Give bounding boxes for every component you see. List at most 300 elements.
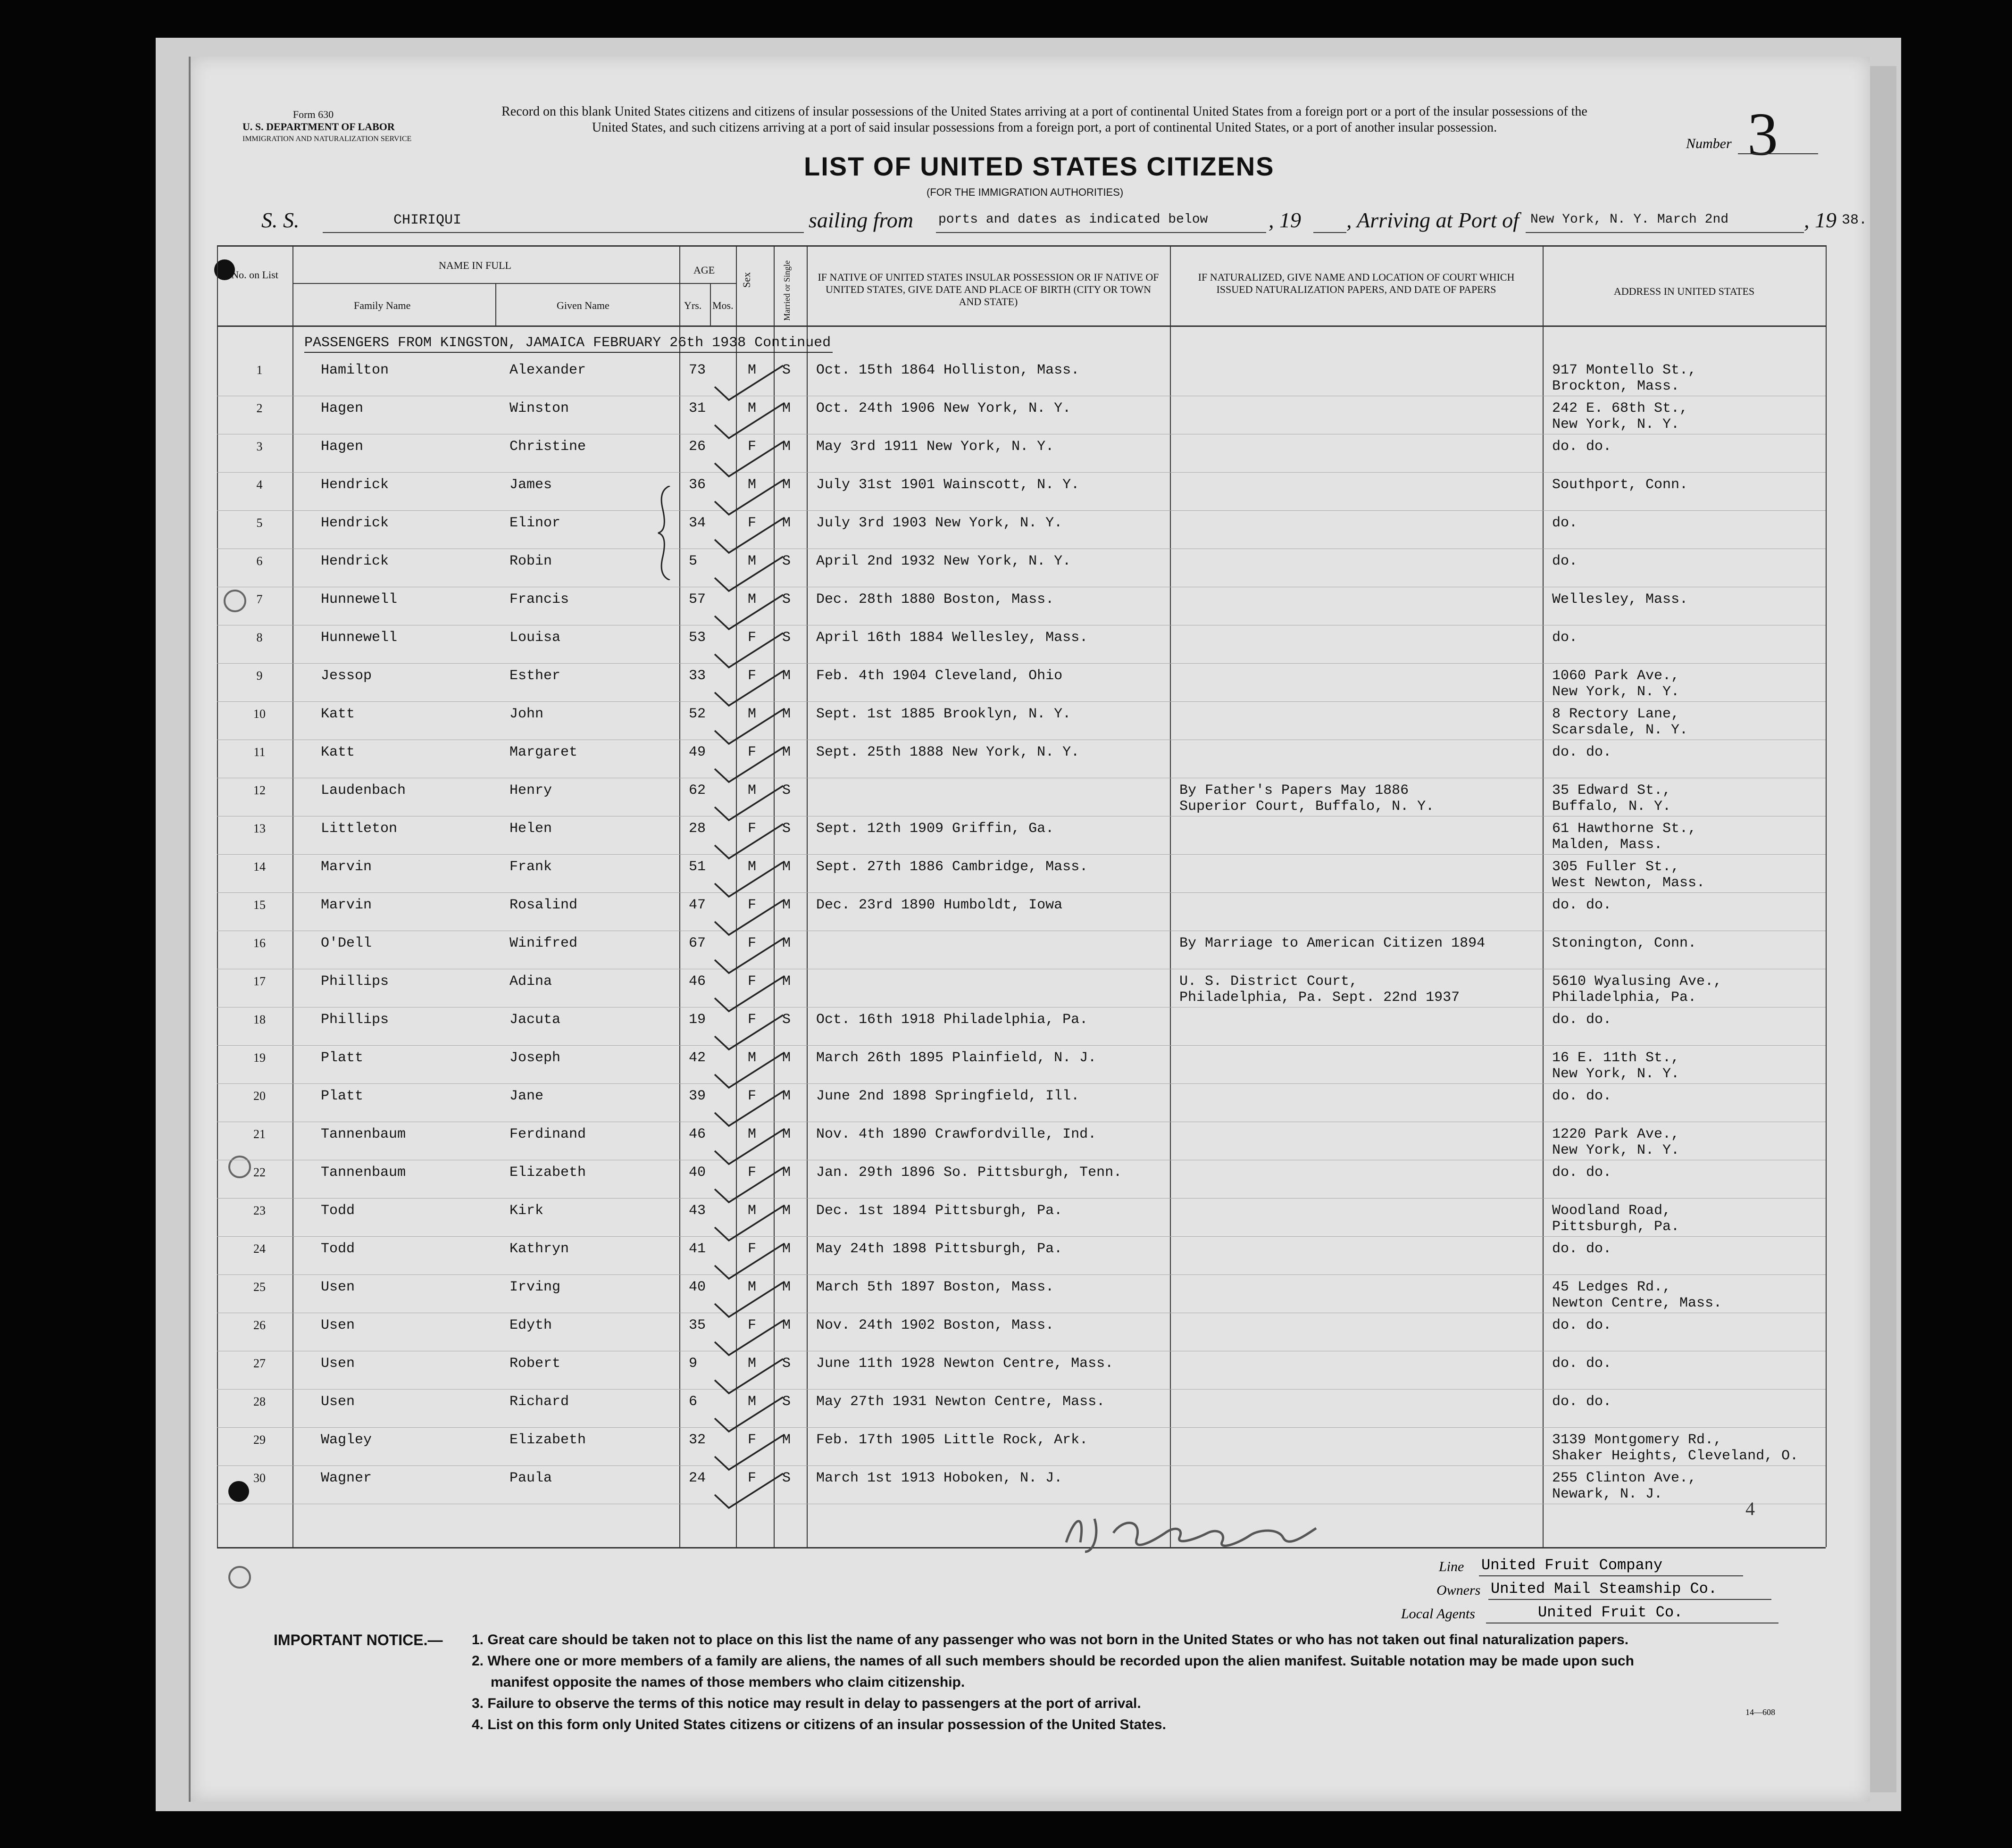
marital-status: M xyxy=(782,400,791,416)
family-name: Usen xyxy=(321,1394,355,1410)
row-number: 11 xyxy=(253,745,266,759)
birth-date-place: Oct. 16th 1918 Philadelphia, Pa. xyxy=(816,1012,1088,1028)
row-number: 6 xyxy=(256,554,263,568)
birth-date-place: Dec. 23rd 1890 Humboldt, Iowa xyxy=(816,897,1063,913)
family-name: Wagley xyxy=(321,1432,372,1448)
header-naturalized: IF NATURALIZED, GIVE NAME AND LOCATION OF COURT WHICH ISSUED NATURALIZATION PAPERS, AND DATE OF PAPERS xyxy=(1198,271,1515,295)
family-name: Tannenbaum xyxy=(321,1165,406,1181)
given-name: Rosalind xyxy=(509,897,578,913)
birth-date-place: June 11th 1928 Newton Centre, Mass. xyxy=(816,1356,1114,1372)
check-mark-icon xyxy=(712,745,788,788)
row-divider xyxy=(217,1083,1826,1084)
row-number: 8 xyxy=(256,631,263,644)
name-vdivider xyxy=(495,283,496,325)
sex: M xyxy=(748,591,757,608)
line-value: United Fruit Company xyxy=(1481,1557,1663,1574)
family-name: Hendrick xyxy=(321,515,389,531)
marital-status: M xyxy=(782,439,791,455)
given-name: James xyxy=(509,477,552,493)
family-name: Tannenbaum xyxy=(321,1126,406,1142)
form-code: 14—608 xyxy=(1745,1707,1775,1717)
row-number: 16 xyxy=(253,936,266,950)
address-line-2: New York, N. Y. xyxy=(1552,1066,1680,1082)
family-name: Usen xyxy=(321,1279,355,1295)
row-number: 7 xyxy=(256,592,263,606)
header-sex: Sex xyxy=(741,272,752,288)
row-number: 14 xyxy=(253,860,266,874)
check-mark-icon xyxy=(712,1051,788,1093)
birth-date-place: Nov. 24th 1902 Boston, Mass. xyxy=(816,1317,1054,1333)
address-line-2: New York, N. Y. xyxy=(1552,1142,1680,1158)
agents-label: Local Agents xyxy=(1401,1606,1475,1622)
birth-date-place: Dec. 1st 1894 Pittsburgh, Pa. xyxy=(816,1203,1063,1219)
notice-item-2-cont: manifest opposite the names of those members who claim citizenship. xyxy=(491,1674,965,1690)
table-bottom-border xyxy=(217,1547,1826,1548)
row-divider xyxy=(217,1427,1826,1428)
birth-date-place: Feb. 4th 1904 Cleveland, Ohio xyxy=(816,668,1063,684)
age-years: 19 xyxy=(689,1012,706,1028)
sex: F xyxy=(748,897,757,913)
address-line-1: 5610 Wyalusing Ave., xyxy=(1552,974,1722,990)
sailing-from-label: sailing from xyxy=(809,208,913,232)
section-heading-underline xyxy=(304,352,833,353)
birth-date-place: March 26th 1895 Plainfield, N. J. xyxy=(816,1050,1097,1066)
age-years: 34 xyxy=(689,515,706,531)
address-line-1: 8 Rectory Lane, xyxy=(1552,706,1680,722)
check-mark-icon xyxy=(712,974,788,1017)
sex: F xyxy=(748,1470,757,1486)
check-mark-icon xyxy=(712,1433,788,1475)
age-years: 46 xyxy=(689,974,706,990)
family-name: Usen xyxy=(321,1356,355,1372)
address-line-1: 61 Hawthorne St., xyxy=(1552,821,1697,837)
col-divider xyxy=(1826,245,1827,1547)
address-line-2: West Newton, Mass. xyxy=(1552,875,1705,891)
family-name: Laudenbach xyxy=(321,782,406,799)
marital-status: M xyxy=(782,935,791,951)
family-name: Hunnewell xyxy=(321,630,398,646)
marital-status: M xyxy=(782,1203,791,1219)
age-years: 33 xyxy=(689,668,706,684)
row-number: 25 xyxy=(253,1280,266,1294)
sex: M xyxy=(748,782,757,799)
port-underline xyxy=(1526,232,1804,233)
marital-status: S xyxy=(782,782,791,799)
year-underline-1 xyxy=(1313,232,1346,233)
birth-date-place: Nov. 4th 1890 Crawfordville, Ind. xyxy=(816,1126,1097,1142)
family-name: O'Dell xyxy=(321,935,372,951)
header-native-birth: IF NATIVE OF UNITED STATES INSULAR POSSESSION OR IF NATIVE OF UNITED STATES, GIVE DATE AND PLACE OF BIRTH (CITY OR TOWN AND STATE) xyxy=(818,271,1159,308)
birth-date-place: April 16th 1884 Wellesley, Mass. xyxy=(816,630,1088,646)
address-line-2: New York, N. Y. xyxy=(1552,684,1680,700)
birth-date-place: July 31st 1901 Wainscott, N. Y. xyxy=(816,477,1080,493)
page-subtitle: (FOR THE IMMIGRATION AUTHORITIES) xyxy=(927,186,1124,198)
birth-date-place: Dec. 28th 1880 Boston, Mass. xyxy=(816,591,1054,608)
sex: F xyxy=(748,1432,757,1448)
row-number: 22 xyxy=(253,1165,266,1179)
given-name: Irving xyxy=(509,1279,561,1295)
address-line-1: do. do. xyxy=(1552,439,1612,455)
family-name: Hamilton xyxy=(321,362,389,378)
marital-status: M xyxy=(782,1050,791,1066)
given-name: Winifred xyxy=(509,935,578,951)
family-name: Jessop xyxy=(321,668,372,684)
age-years: 62 xyxy=(689,782,706,799)
col-divider xyxy=(679,245,680,1547)
age-vdivider xyxy=(710,283,711,325)
port-of-arrival: New York, N. Y. March 2nd xyxy=(1530,212,1729,227)
year-label-2: , 19 xyxy=(1804,208,1837,232)
given-name: Ferdinand xyxy=(509,1126,586,1142)
check-mark-icon xyxy=(712,1089,788,1132)
given-name: Kathryn xyxy=(509,1241,569,1257)
row-number: 23 xyxy=(253,1204,266,1217)
row-number: 28 xyxy=(253,1395,266,1408)
sailing-underline xyxy=(936,232,1266,233)
birth-date-place: Oct. 15th 1864 Holliston, Mass. xyxy=(816,362,1080,378)
marital-status: M xyxy=(782,859,791,875)
row-number: 5 xyxy=(256,516,263,530)
sex: M xyxy=(748,1394,757,1410)
row-number: 15 xyxy=(253,898,266,912)
age-years: 26 xyxy=(689,439,706,455)
age-years: 42 xyxy=(689,1050,706,1066)
row-divider xyxy=(217,701,1826,702)
age-years: 43 xyxy=(689,1203,706,1219)
given-name: Winston xyxy=(509,400,569,416)
sex: F xyxy=(748,1317,757,1333)
col-divider xyxy=(1543,245,1544,1547)
row-divider xyxy=(217,1045,1826,1046)
address-line-1: 1220 Park Ave., xyxy=(1552,1126,1680,1142)
birth-date-place: June 2nd 1898 Springfield, Ill. xyxy=(816,1088,1080,1104)
section-heading: PASSENGERS FROM KINGSTON, JAMAICA FEBRUARY 26th 1938 Continued xyxy=(304,335,831,351)
check-mark-icon xyxy=(712,1204,788,1246)
row-divider xyxy=(217,1465,1826,1466)
notice-item-2: 2. Where one or more members of a family are aliens, the names of all such members should be recorded upon the alien manifest. Suitable notation may be made upon such xyxy=(472,1653,1634,1669)
marital-status: M xyxy=(782,1088,791,1104)
check-mark-icon xyxy=(712,1165,788,1208)
address-line-1: do. do. xyxy=(1552,1088,1612,1104)
check-mark-icon xyxy=(712,631,788,673)
marital-status: M xyxy=(782,668,791,684)
age-years: 47 xyxy=(689,897,706,913)
header-address: ADDRESS IN UNITED STATES xyxy=(1613,285,1755,297)
family-name: Platt xyxy=(321,1088,364,1104)
arriving-label: , Arriving at Port of xyxy=(1346,208,1519,232)
arrival-year: 38. xyxy=(1842,212,1868,228)
marital-status: M xyxy=(782,1126,791,1142)
address-line-2: Scarsdale, N. Y. xyxy=(1552,722,1688,738)
check-mark-icon xyxy=(712,1395,788,1437)
row-divider xyxy=(217,1236,1826,1237)
form-department-block xyxy=(242,108,412,145)
header-given-name: Given Name xyxy=(557,300,609,311)
marital-status: M xyxy=(782,515,791,531)
check-mark-icon xyxy=(712,554,788,597)
given-name: Christine xyxy=(509,439,586,455)
row-number: 27 xyxy=(253,1357,266,1370)
row-divider xyxy=(217,663,1826,664)
birth-date-place: March 5th 1897 Boston, Mass. xyxy=(816,1279,1054,1295)
check-mark-icon xyxy=(712,1471,788,1514)
naturalization-line-2: Philadelphia, Pa. Sept. 22nd 1937 xyxy=(1179,990,1460,1006)
birth-date-place: Feb. 17th 1905 Little Rock, Ark. xyxy=(816,1432,1088,1448)
sex: F xyxy=(748,515,757,531)
age-years: 9 xyxy=(689,1356,698,1372)
row-number: 13 xyxy=(253,822,266,835)
address-line-1: do. xyxy=(1552,630,1578,646)
check-mark-icon xyxy=(712,1242,788,1284)
address-line-2: Philadelphia, Pa. xyxy=(1552,990,1697,1006)
age-years: 36 xyxy=(689,477,706,493)
family-name: Hagen xyxy=(321,400,364,416)
page-mark: 4 xyxy=(1745,1498,1755,1519)
age-years: 51 xyxy=(689,859,706,875)
sex: F xyxy=(748,744,757,760)
sex: M xyxy=(748,362,757,378)
given-name: Esther xyxy=(509,668,561,684)
birth-date-place: Sept. 25th 1888 New York, N. Y. xyxy=(816,744,1080,760)
birth-date-place: Sept. 1st 1885 Brooklyn, N. Y. xyxy=(816,706,1071,722)
marital-status: M xyxy=(782,744,791,760)
department-name: U. S. DEPARTMENT OF LABOR xyxy=(242,121,395,133)
address-line-1: do. do. xyxy=(1552,1012,1612,1028)
address-line-1: 242 E. 68th St., xyxy=(1552,400,1688,416)
address-line-2: Pittsburgh, Pa. xyxy=(1552,1219,1680,1235)
header-bottom-border xyxy=(217,325,1826,327)
birth-date-place: Jan. 29th 1896 So. Pittsburgh, Tenn. xyxy=(816,1165,1122,1181)
sex: F xyxy=(748,668,757,684)
row-number: 2 xyxy=(256,401,263,415)
given-name: Robin xyxy=(509,553,552,569)
family-name: Phillips xyxy=(321,1012,389,1028)
naturalization-line-1: By Father's Papers May 1886 xyxy=(1179,782,1409,799)
marital-status: M xyxy=(782,477,791,493)
given-name: Adina xyxy=(509,974,552,990)
sex: F xyxy=(748,1165,757,1181)
marital-status: M xyxy=(782,1432,791,1448)
form-instructions: Record on this blank United States citizens and citizens of insular possessions of the United States arriving at a port of continental United States from a foreign port or a port of the insular possessions of the United States, and such citizens arriving at a port of said insular possessions from a foreign port, a port of continental United States, or a port of another insular possession. xyxy=(501,104,1587,135)
notice-item-3: 3. Failure to observe the terms of this notice may result in delay to passengers at the port of arrival. xyxy=(472,1696,1141,1711)
row-number: 19 xyxy=(253,1051,266,1065)
given-name: Joseph xyxy=(509,1050,561,1066)
birth-date-place: May 3rd 1911 New York, N. Y. xyxy=(816,439,1054,455)
birth-date-place: Sept. 27th 1886 Cambridge, Mass. xyxy=(816,859,1088,875)
check-mark-icon xyxy=(712,440,788,482)
row-divider xyxy=(217,1389,1826,1390)
family-name: Katt xyxy=(321,706,355,722)
family-name: Littleton xyxy=(321,821,398,837)
age-years: 67 xyxy=(689,935,706,951)
age-years: 41 xyxy=(689,1241,706,1257)
check-mark-icon xyxy=(712,822,788,864)
family-name: Wagner xyxy=(321,1470,372,1486)
number-underline xyxy=(1738,153,1818,154)
row-number: 24 xyxy=(253,1242,266,1256)
row-number: 29 xyxy=(253,1433,266,1447)
family-name: Katt xyxy=(321,744,355,760)
row-number: 12 xyxy=(253,783,266,797)
given-name: Helen xyxy=(509,821,552,837)
address-line-1: do. xyxy=(1552,515,1578,531)
check-mark-icon xyxy=(712,478,788,520)
family-name: Hendrick xyxy=(321,477,389,493)
address-line-1: do. do. xyxy=(1552,1317,1612,1333)
notice-item-1: 1. Great care should be taken not to place on this list the name of any passenger who was not born in the United States or who has not taken out final naturalization papers. xyxy=(472,1632,1629,1648)
header-age: AGE xyxy=(693,264,715,276)
age-years: 6 xyxy=(689,1394,698,1410)
row-number: 4 xyxy=(256,478,263,491)
family-name: Todd xyxy=(321,1203,355,1219)
address-line-1: do. do. xyxy=(1552,1241,1612,1257)
given-name: Jacuta xyxy=(509,1012,561,1028)
given-name: Henry xyxy=(509,782,552,799)
header-married-single: Married or Single xyxy=(782,260,792,321)
check-mark-icon xyxy=(712,592,788,635)
service-name: IMMIGRATION AND NATURALIZATION SERVICE xyxy=(242,135,412,143)
address-line-1: 917 Montello St., xyxy=(1552,362,1697,378)
row-number: 18 xyxy=(253,1013,266,1026)
address-line-1: do. do. xyxy=(1552,744,1612,760)
line-label: Line xyxy=(1439,1559,1464,1574)
address-line-1: 35 Edward St., xyxy=(1552,782,1671,799)
check-mark-icon xyxy=(712,783,788,826)
marital-status: M xyxy=(782,1165,791,1181)
ss-label: S. S. xyxy=(261,208,300,232)
address-line-1: 305 Fuller St., xyxy=(1552,859,1680,875)
row-divider xyxy=(217,510,1826,511)
check-mark-icon xyxy=(712,401,788,444)
page-title: LIST OF UNITED STATES CITIZENS xyxy=(804,151,1275,181)
birth-date-place: May 27th 1931 Newton Centre, Mass. xyxy=(816,1394,1105,1410)
marital-status: M xyxy=(782,1279,791,1295)
marital-status: S xyxy=(782,1470,791,1486)
birth-date-place: Sept. 12th 1909 Griffin, Ga. xyxy=(816,821,1054,837)
birth-date-place: March 1st 1913 Hoboken, N. J. xyxy=(816,1470,1063,1486)
family-name: Todd xyxy=(321,1241,355,1257)
row-number: 21 xyxy=(253,1127,266,1141)
sex: F xyxy=(748,935,757,951)
ship-underline xyxy=(323,232,804,233)
given-name: Frank xyxy=(509,859,552,875)
col-divider xyxy=(807,245,808,1547)
binder-ring-icon xyxy=(228,1566,251,1589)
family-name: Marvin xyxy=(321,897,372,913)
header-mos: Mos. xyxy=(712,300,734,311)
sex: F xyxy=(748,1088,757,1104)
given-name: Paula xyxy=(509,1470,552,1486)
sex: M xyxy=(748,1203,757,1219)
check-mark-icon xyxy=(712,363,788,406)
row-divider xyxy=(217,854,1826,855)
address-line-1: 3139 Montgomery Rd., xyxy=(1552,1432,1722,1448)
age-years: 40 xyxy=(689,1165,706,1181)
check-mark-icon xyxy=(712,936,788,979)
given-name: Elizabeth xyxy=(509,1165,586,1181)
sex: F xyxy=(748,821,757,837)
given-name: Richard xyxy=(509,1394,569,1410)
family-name: Hagen xyxy=(321,439,364,455)
age-years: 52 xyxy=(689,706,706,722)
given-name: Elizabeth xyxy=(509,1432,586,1448)
address-line-2: Shaker Heights, Cleveland, O. xyxy=(1552,1448,1799,1464)
row-divider xyxy=(217,1274,1826,1275)
form-number: Form 630 xyxy=(292,108,334,120)
row-number: 17 xyxy=(253,974,266,988)
family-name: Marvin xyxy=(321,859,372,875)
table-top-border xyxy=(217,245,1826,247)
check-mark-icon xyxy=(712,669,788,711)
row-number: 3 xyxy=(256,440,263,453)
header-family-name: Family Name xyxy=(354,300,411,311)
address-line-1: 45 Ledges Rd., xyxy=(1552,1279,1671,1295)
row-number: 20 xyxy=(253,1089,266,1103)
row-number: 1 xyxy=(256,363,263,377)
age-subdivider xyxy=(679,283,736,284)
check-mark-icon xyxy=(712,1013,788,1055)
sex: M xyxy=(748,553,757,569)
age-years: 46 xyxy=(689,1126,706,1142)
sex: F xyxy=(748,974,757,990)
family-bracket-icon xyxy=(656,486,675,580)
sex: M xyxy=(748,400,757,416)
sex: F xyxy=(748,630,757,646)
ship-name: CHIRIQUI xyxy=(393,212,462,228)
given-name: Kirk xyxy=(509,1203,544,1219)
family-name: Hunnewell xyxy=(321,591,398,608)
given-name: Robert xyxy=(509,1356,561,1372)
row-divider xyxy=(217,892,1826,893)
naturalization-line-1: By Marriage to American Citizen 1894 xyxy=(1179,935,1486,951)
given-name: Edyth xyxy=(509,1317,552,1333)
age-years: 5 xyxy=(689,553,698,569)
address-line-1: do. do. xyxy=(1552,1165,1612,1181)
age-years: 40 xyxy=(689,1279,706,1295)
check-mark-icon xyxy=(712,707,788,749)
address-line-1: do. do. xyxy=(1552,1356,1612,1372)
row-number: 26 xyxy=(253,1318,266,1332)
marital-status: S xyxy=(782,362,791,378)
given-name: Louisa xyxy=(509,630,561,646)
family-name: Phillips xyxy=(321,974,389,990)
owners-value: United Mail Steamship Co. xyxy=(1491,1580,1718,1598)
line-underline xyxy=(1479,1575,1743,1576)
family-name: Usen xyxy=(321,1317,355,1333)
notice-item-4: 4. List on this form only United States citizens or citizens of an insular possession of the United States. xyxy=(472,1717,1166,1732)
address-line-2: Newark, N. J. xyxy=(1552,1486,1663,1502)
marital-status: S xyxy=(782,1356,791,1372)
naturalization-line-2: Superior Court, Buffalo, N. Y. xyxy=(1179,799,1435,815)
name-subdivider xyxy=(292,283,679,284)
family-name: Platt xyxy=(321,1050,364,1066)
agents-value: United Fruit Co. xyxy=(1538,1604,1683,1621)
naturalization-line-1: U. S. District Court, xyxy=(1179,974,1358,990)
birth-date-place: May 24th 1898 Pittsburgh, Pa. xyxy=(816,1241,1063,1257)
address-line-1: Southport, Conn. xyxy=(1552,477,1688,493)
check-mark-icon xyxy=(712,1127,788,1170)
address-line-1: 255 Clinton Ave., xyxy=(1552,1470,1697,1486)
check-mark-icon xyxy=(712,860,788,902)
sex: M xyxy=(748,477,757,493)
col-divider xyxy=(217,245,218,1547)
sex: F xyxy=(748,1241,757,1257)
address-line-1: Wellesley, Mass. xyxy=(1552,591,1688,608)
header-name-in-full: NAME IN FULL xyxy=(439,259,511,271)
age-years: 39 xyxy=(689,1088,706,1104)
age-years: 32 xyxy=(689,1432,706,1448)
address-line-1: 1060 Park Ave., xyxy=(1552,668,1680,684)
